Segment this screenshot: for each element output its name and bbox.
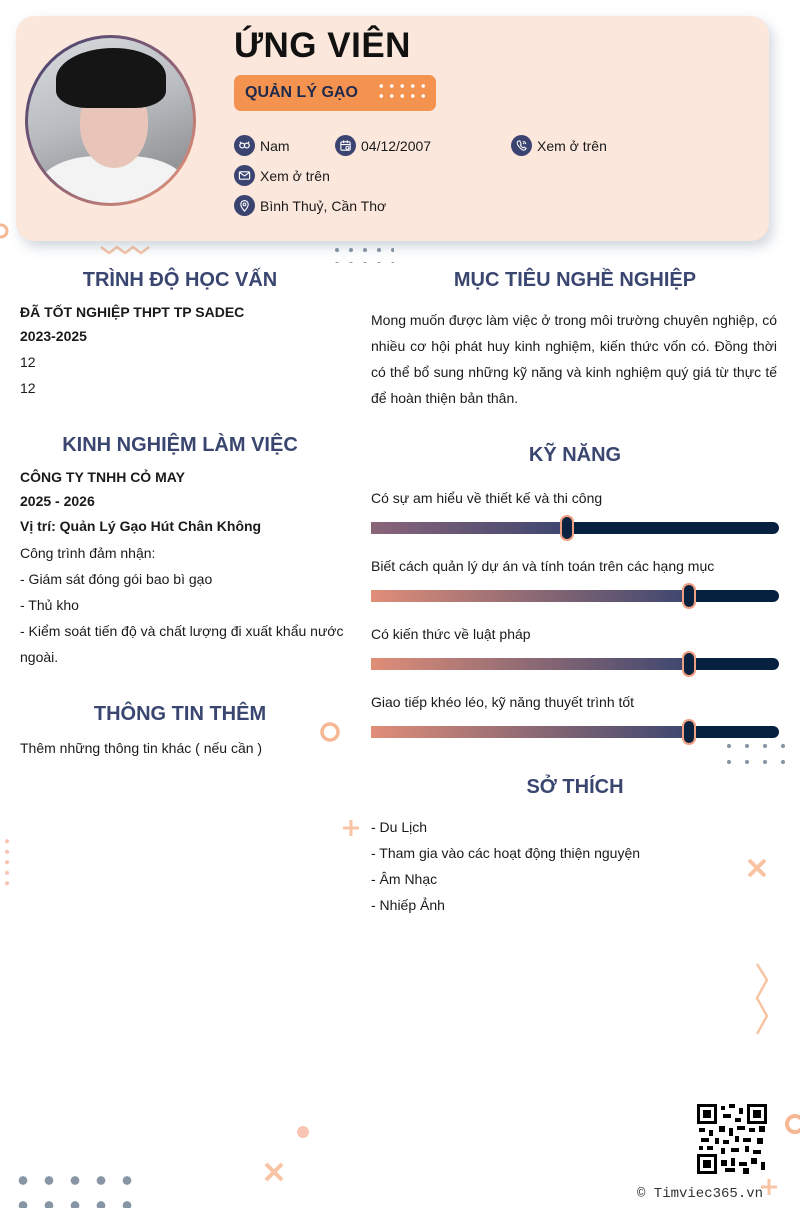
cross-decoration-icon <box>746 857 768 879</box>
skill-bar <box>371 590 779 602</box>
experience-position: Vị trí: Quản Lý Gạo Hút Chân Không <box>20 518 262 534</box>
candidate-name: ỨNG VIÊN <box>234 26 411 65</box>
profile-photo <box>28 38 193 203</box>
experience-line: - Thủ kho <box>20 597 79 613</box>
circle-decoration-icon <box>0 222 12 240</box>
skill-slider-handle <box>682 651 696 677</box>
skills-title: KỸ NĂNG <box>528 444 622 466</box>
qr-code-icon <box>697 1104 767 1174</box>
gender-icon <box>234 135 255 156</box>
zigzag-decoration-icon <box>100 244 154 256</box>
education-period: 2023-2025 <box>20 328 87 344</box>
dot-pattern-icon <box>376 81 430 99</box>
experience-line: - Giám sát đóng gói bao bì gạo <box>20 571 213 587</box>
skill-label: Biết cách quản lý dự án và tính toán trên các hạng mục <box>371 558 715 574</box>
experience-period: 2025 - 2026 <box>20 493 95 509</box>
skill-bar <box>371 522 779 534</box>
circle-decoration-icon <box>296 1125 310 1139</box>
experience-line: - Kiểm soát tiến độ và chất lượng đi xuất khẩu nước ngoài. <box>20 623 344 665</box>
gender-value: Nam <box>260 137 290 154</box>
experience-company: CÔNG TY TNHH CỎ MAY <box>20 469 185 485</box>
additional-info-text: Thêm những thông tin khác ( nếu cần ) <box>20 740 263 756</box>
email-icon <box>234 165 255 186</box>
email-info <box>234 165 330 186</box>
cross-decoration-icon <box>263 1161 285 1183</box>
phone-icon <box>511 135 532 156</box>
education-title: TRÌNH ĐỘ HỌC VẤN <box>82 269 278 291</box>
circle-decoration-icon <box>782 1112 800 1136</box>
skill-label: Có sự am hiểu về thiết kế và thi công <box>371 490 603 506</box>
zigzag-decoration-icon <box>754 962 770 1036</box>
education-school: ĐÃ TỐT NGHIỆP THPT TP SADEC <box>20 304 245 320</box>
education-line: 12 <box>20 380 36 396</box>
experience-title: KINH NGHIỆM LÀM VIỆC <box>62 434 298 456</box>
birthday-info <box>335 135 431 156</box>
vertical-dots-decoration <box>4 836 10 892</box>
objective-text: Mong muốn được làm việc ở trong môi trường chuyên nghiệp, có nhiều cơ hội phát huy kinh nghiệm, kiến thức vốn có. Đồng thời có thể bổ sung những kỹ năng và kinh nghiệm quý giá từ thực tế để hoàn thiện bản thân. <box>371 312 777 406</box>
skill-bar <box>371 726 779 738</box>
phone-value: Xem ở trên <box>537 137 607 154</box>
job-title-badge <box>234 75 436 111</box>
location-icon <box>234 195 255 216</box>
skill-label: Có kiến thức về luật pháp <box>371 626 531 642</box>
phone-info <box>511 135 607 156</box>
address-value: Bình Thuỷ, Cần Thơ <box>260 197 387 214</box>
experience-line: Công trình đảm nhận: <box>20 545 156 561</box>
dot-grid-decoration <box>10 1168 138 1208</box>
education-line: 12 <box>20 354 36 370</box>
hobby-item: - Âm Nhạc <box>371 871 438 887</box>
skill-slider-handle <box>682 719 696 745</box>
hobby-item: - Tham gia vào các hoạt động thiện nguyện <box>371 845 641 861</box>
calendar-icon <box>335 135 356 156</box>
skill-bar <box>371 658 779 670</box>
objective-title: MỤC TIÊU NGHỀ NGHIỆP <box>453 269 697 291</box>
skill-slider-handle <box>682 583 696 609</box>
plus-decoration-icon <box>342 819 360 837</box>
skill-slider-handle <box>560 515 574 541</box>
dot-grid-decoration <box>720 738 790 774</box>
gender-info <box>234 135 290 156</box>
skill-label: Giao tiếp khéo léo, kỹ năng thuyết trình tốt <box>371 694 635 710</box>
email-value: Xem ở trên <box>260 167 330 184</box>
hobbies-title: SỞ THÍCH <box>526 776 624 798</box>
hobby-item: - Nhiếp Ảnh <box>371 897 445 913</box>
additional-info-title: THÔNG TIN THÊM <box>93 703 267 725</box>
birthday-value: 04/12/2007 <box>361 137 432 154</box>
job-title: QUẢN LÝ GẠO <box>245 84 358 101</box>
address-info <box>234 195 386 216</box>
hobby-item: - Du Lịch <box>371 819 428 835</box>
avatar <box>25 35 196 206</box>
copyright-text: © Timviec365.vn <box>637 1186 764 1202</box>
